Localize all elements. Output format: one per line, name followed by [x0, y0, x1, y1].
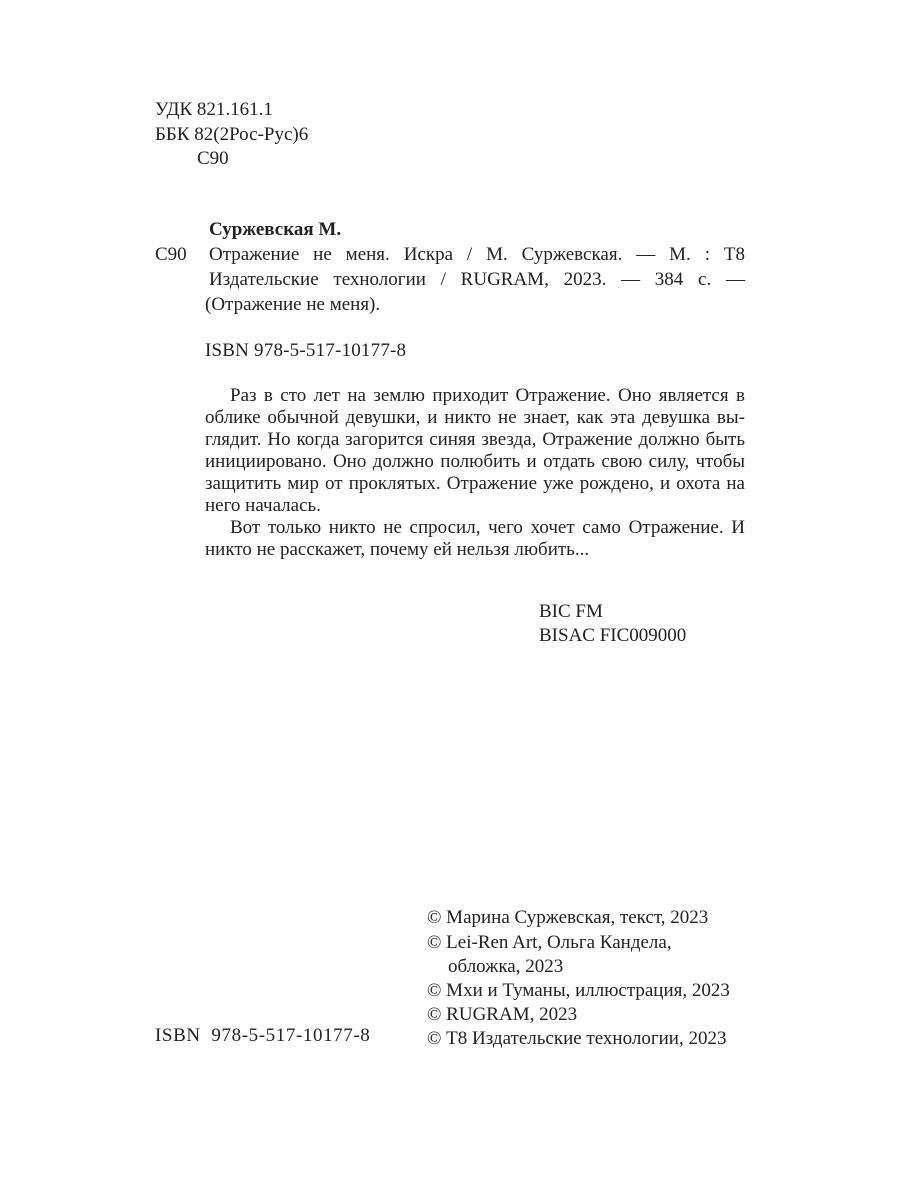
copyright-line: © Lei-Ren Art, Ольга Кандела, [427, 932, 672, 953]
annotation-line: глядит. Но когда загорится синяя звезда, Отражение должно быть [205, 429, 745, 450]
copyright-line: © RUGRAM, 2023 [427, 1004, 578, 1025]
annotation-line: облике обычной девушки, и никто не знает, как эта девушка вы- [205, 407, 745, 428]
bbk-code: ББК 82(2Рос-Рус)6 [155, 124, 309, 145]
author-mark: С90 [197, 148, 229, 169]
author-name: Суржевская М. [209, 219, 342, 240]
record-line: Издательские технологии / RUGRAM, 2023. — 384 с. — [209, 269, 745, 290]
copyright-line: © Т8 Издательские технологии, 2023 [427, 1028, 727, 1049]
annotation-line: Вот только никто не спросил, чего хочет само Отражение. И [230, 517, 745, 538]
copyright-line: © Марина Суржевская, текст, 2023 [427, 907, 709, 928]
annotation-line: Раз в сто лет на землю приходит Отражение. Оно является в [230, 385, 745, 406]
copyright-line: © Мхи и Туманы, иллюстрация, 2023 [427, 980, 730, 1001]
copyright-line: обложка, 2023 [448, 956, 564, 977]
record-mark: С90 [155, 244, 187, 265]
record-line: (Отражение не меня). [205, 294, 381, 315]
annotation-line: никто не расскажет, почему ей нельзя любить... [205, 539, 590, 560]
record-line: Отражение не меня. Искра / М. Суржевская. — М. : Т8 [209, 244, 745, 265]
bisac-code: BISAC FIC009000 [539, 625, 687, 646]
footer-isbn: ISBN 978-5-517-10177-8 [155, 1025, 371, 1046]
udk-code: УДК 821.161.1 [155, 99, 273, 120]
bic-code: BIC FM [539, 601, 603, 622]
annotation-line: инициировано. Оно должно полюбить и отдать свою силу, чтобы [205, 451, 745, 472]
annotation-line: него началась. [205, 495, 321, 516]
record-isbn: ISBN 978-5-517-10177-8 [205, 340, 407, 361]
annotation-line: защитить мир от проклятых. Отражение уже рождено, и охота на [205, 473, 745, 494]
